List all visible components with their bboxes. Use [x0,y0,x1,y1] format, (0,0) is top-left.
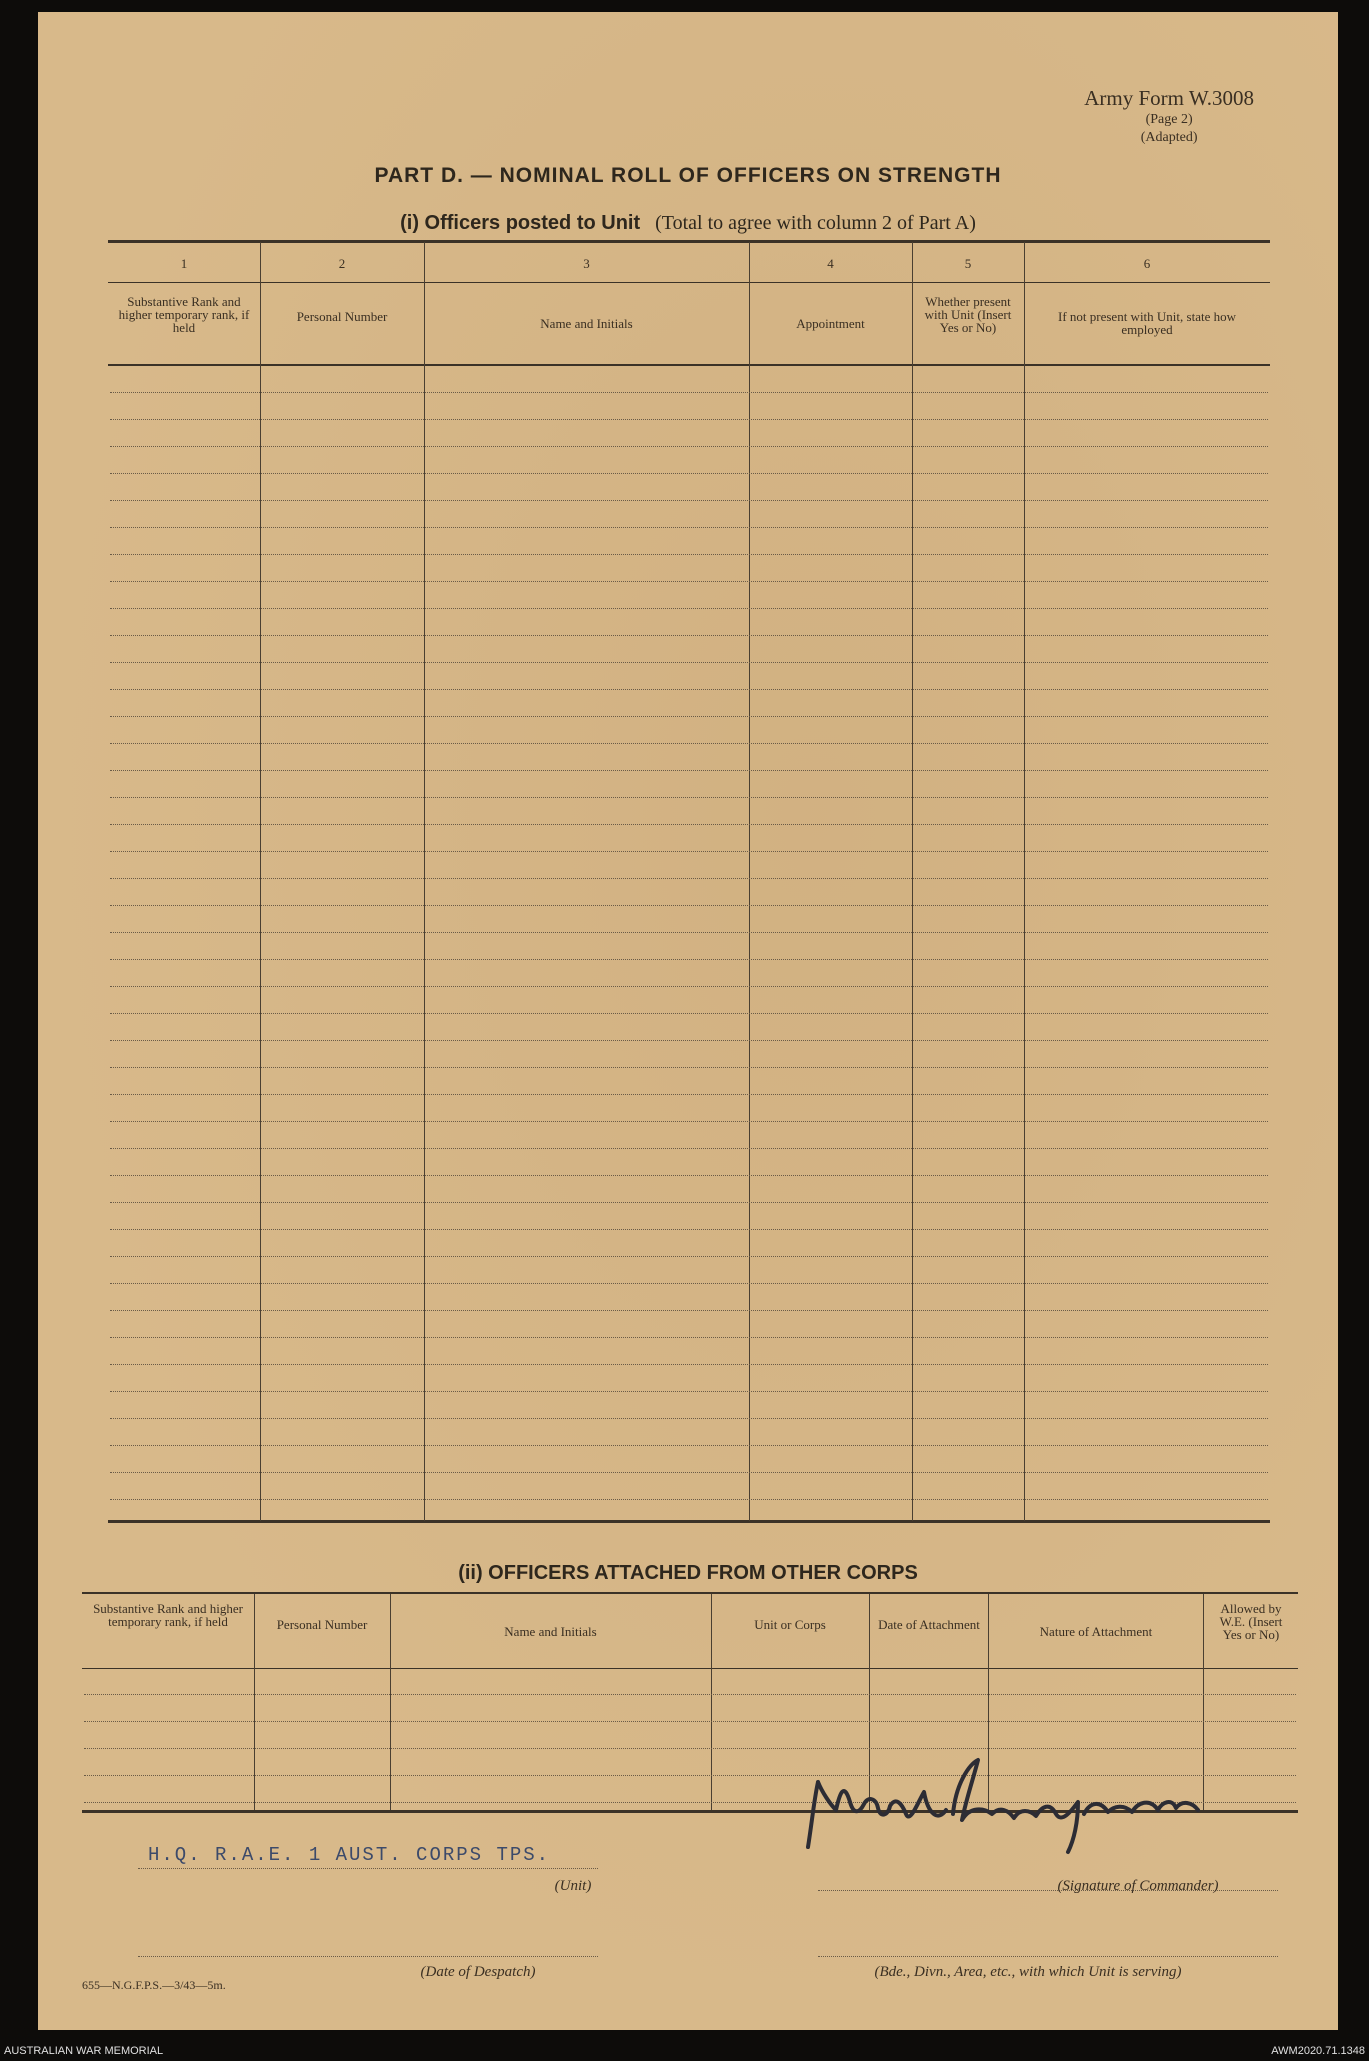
form-page: (Page 2) [1145,112,1193,127]
form-adapted: (Adapted) [1140,130,1198,145]
entry-line [110,797,1268,798]
entry-line [110,1364,1268,1365]
table2-divider [711,1594,712,1810]
table2-header-personal-number: Personal Number [276,1617,368,1632]
entry-line [110,1121,1268,1122]
table1-colnum-2: 2 [338,256,346,271]
entry-line [110,608,1268,609]
table1-colnum-1: 1 [180,256,188,271]
entry-line [110,527,1268,528]
page-subtitle [38,212,1338,235]
entry-line [110,824,1268,825]
table1-header-employment: If not present with Unit, state how employed [1058,309,1236,337]
entry-line [110,500,1268,501]
form-name: Army Form W.3008 [1084,86,1254,110]
table1-header-rule [108,364,1270,366]
entry-line [110,419,1268,420]
table2-header-nature: Nature of Attachment [1039,1624,1153,1639]
table1-colnum-5: 5 [964,256,972,271]
entry-line [110,689,1268,690]
table2-header-unit-corps: Unit or Corps [754,1617,826,1632]
subtitle-bold: (i) Officers posted to Unit [400,212,641,234]
print-code: 655—N.G.F.P.S.—3/43—5m. [82,1978,226,1992]
archive-name: AUSTRALIAN WAR MEMORIAL [4,2045,164,2057]
table2-header-date: Date of Attachment [878,1617,980,1632]
entry-line [110,1418,1268,1419]
entry-line [110,635,1268,636]
table1-top-rule [108,240,1270,243]
entry-line [110,662,1268,663]
entry-line [110,1499,1268,1500]
table1-divider [912,242,913,1521]
section2-title: (ii) OFFICERS ATTACHED FROM OTHER CORPS [458,1562,918,1584]
table2-header-allowed: Allowed by W.E. (Insert Yes or No) [1219,1601,1283,1642]
entry-line [110,1283,1268,1284]
table2-divider [390,1594,391,1810]
table1-divider [749,242,750,1521]
entry-line [110,770,1268,771]
table1-header-appointment: Appointment [796,316,865,331]
table1-header-personal-number: Personal Number [296,309,388,324]
table2-header-name: Name and Initials [504,1624,597,1639]
subtitle-normal: (Total to agree with column 2 of Part A) [655,212,976,234]
entry-line [110,1310,1268,1311]
despatch-line [138,1956,598,1957]
signature-caption: (Signature of Commander) [1057,1878,1219,1894]
entry-line [110,1040,1268,1041]
despatch-caption: (Date of Despatch) [420,1964,536,1980]
table1-header-rank: Substantive Rank and higher temporary rank, if held [118,294,250,335]
entry-line [110,581,1268,582]
entry-line [110,986,1268,987]
entry-line [110,1094,1268,1095]
entry-line [110,446,1268,447]
form-sheet [38,12,1338,2030]
archive-strip [0,2042,1369,2061]
entry-line [84,1721,1296,1722]
entry-line [110,1229,1268,1230]
table1-divider [1024,242,1025,1521]
entry-line [110,851,1268,852]
entry-line [110,473,1268,474]
table2-header-rank: Substantive Rank and higher temporary rank, if held [93,1601,243,1629]
entry-line [110,1175,1268,1176]
table1-header-present: Whether present with Unit (Insert Yes or No) [924,294,1012,335]
entry-line [84,1694,1296,1695]
entry-line [110,905,1268,906]
entry-line [84,1748,1296,1749]
entry-line [110,1148,1268,1149]
commander-signature [778,1752,1218,1862]
entry-line [110,1202,1268,1203]
entry-line [110,878,1268,879]
entry-line [110,1067,1268,1068]
entry-line [110,1013,1268,1014]
entry-line [110,959,1268,960]
entry-line [110,932,1268,933]
table1-colnum-4: 4 [827,256,834,271]
entry-line [110,392,1268,393]
entry-line [110,1337,1268,1338]
archive-id: AWM2020.71.1348 [1271,2045,1365,2057]
unit-line [138,1868,598,1869]
entry-line [110,716,1268,717]
table2-header-rule [82,1668,1298,1669]
unit-caption: (Unit) [554,1878,592,1894]
table1-divider [424,242,425,1521]
form-identifier [1084,86,1254,147]
table1-number-rule [108,282,1270,283]
serving-caption: (Bde., Divn., Area, etc., with which Unit is serving) [874,1964,1182,1980]
table1-divider [260,242,261,1521]
entry-line [110,1472,1268,1473]
unit-value: H.Q. R.A.E. 1 AUST. CORPS TPS. [148,1844,551,1866]
entry-line [110,743,1268,744]
entry-line [110,1256,1268,1257]
table1-header-name: Name and Initials [540,316,633,331]
entry-line [110,1391,1268,1392]
table2-top-rule [82,1592,1298,1594]
page-title: PART D. — NOMINAL ROLL OF OFFICERS ON STRENGTH [374,164,1002,187]
table1-colnum-3: 3 [583,256,590,271]
table1-colnum-6: 6 [1143,256,1151,271]
table2-divider [254,1594,255,1810]
entry-line [110,1445,1268,1446]
table1-bottom-rule [108,1520,1270,1523]
entry-line [110,554,1268,555]
serving-line [818,1956,1278,1957]
